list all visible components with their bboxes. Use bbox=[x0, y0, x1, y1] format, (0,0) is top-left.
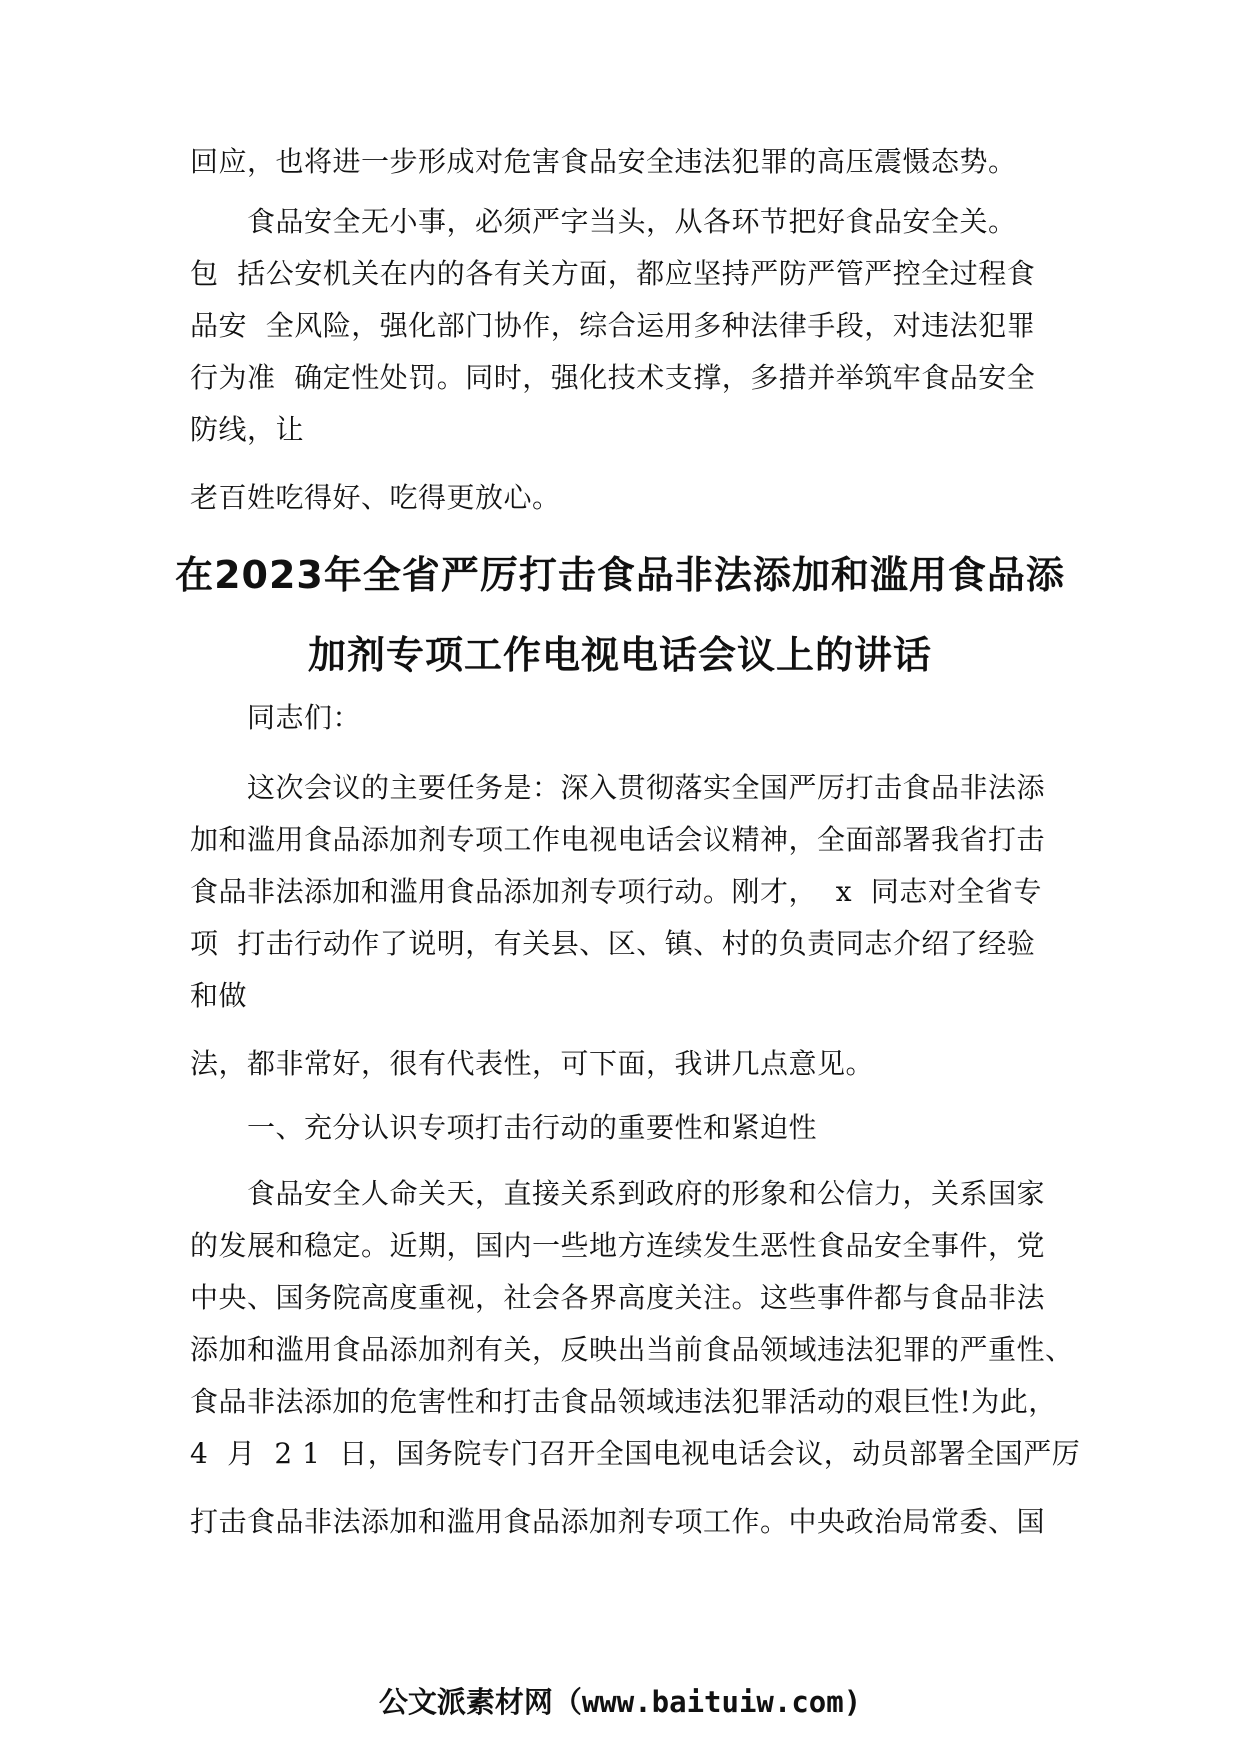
importance-paragraph-line: 中央、国务院高度重视，社会各界高度关注。这些事件都与食品非法 bbox=[190, 1281, 1046, 1314]
importance-paragraph-line: 食品安全人命关天，直接关系到政府的形象和公信力，关系国家 bbox=[247, 1177, 1046, 1210]
importance-paragraph-line: 的发展和稳定。近期，国内一些地方连续发生恶性食品安全事件，党 bbox=[190, 1229, 1046, 1262]
safety-paragraph-line: 品安 全风险，强化部门协作，综合运用多种法律手段，对违法犯罪 bbox=[190, 309, 1036, 342]
footer-watermark: 公文派素材网（www.baituiw.com) bbox=[378, 1685, 862, 1719]
section-one-heading: 一、充分认识专项打击行动的重要性和紧迫性 bbox=[247, 1111, 818, 1144]
tasks-paragraph-line: 加和滥用食品添加剂专项工作电视电话会议精神，全面部署我省打击 bbox=[190, 823, 1046, 856]
speech-title-line2: 加剂专项工作电视电话会议上的讲话 bbox=[307, 633, 932, 677]
safety-paragraph-line: 行为准 确定性处罚。同时，强化技术支撑，多措并举筑牢食品安全 bbox=[190, 361, 1036, 394]
tasks-paragraph-line: 法，都非常好，很有代表性，可下面，我讲几点意见。 bbox=[190, 1047, 875, 1080]
tasks-paragraph-line: 和做 bbox=[190, 979, 248, 1012]
speech-title-line1: 在2023年全省严厉打击食品非法添加和滥用食品添 bbox=[175, 553, 1065, 597]
salutation: 同志们： bbox=[247, 701, 362, 734]
safety-paragraph-line: 食品安全无小事，必须严字当头，从各环节把好食品安全关。 bbox=[247, 205, 1017, 238]
tasks-paragraph-line: 项 打击行动作了说明，有关县、区、镇、村的负责同志介绍了经验 bbox=[190, 927, 1036, 960]
importance-paragraph-line: 添加和滥用食品添加剂有关，反映出当前食品领域违法犯罪的严重性、 bbox=[190, 1333, 1074, 1366]
safety-paragraph-line: 防线，让 bbox=[190, 413, 305, 446]
tasks-paragraph-line: 食品非法添加和滥用食品添加剂专项行动。刚才， x 同志对全省专 bbox=[190, 875, 1042, 908]
continued-paragraph-line: 回应，也将进一步形成对危害食品安全违法犯罪的高压震慑态势。 bbox=[190, 145, 1017, 178]
safety-paragraph-line: 老百姓吃得好、吃得更放心。 bbox=[190, 481, 561, 514]
importance-paragraph-line: 食品非法添加的危害性和打击食品领域违法犯罪活动的艰巨性!为此， bbox=[190, 1385, 1057, 1418]
safety-paragraph-line: 包 括公安机关在内的各有关方面，都应坚持严防严管严控全过程食 bbox=[190, 257, 1036, 290]
tasks-paragraph-line: 这次会议的主要任务是：深入贯彻落实全国严厉打击食品非法添 bbox=[247, 771, 1046, 804]
importance-paragraph-line: 4 月 2 1 日，国务院专门召开全国电视电话会议，动员部署全国严厉 bbox=[190, 1437, 1081, 1470]
importance-paragraph-line: 打击食品非法添加和滥用食品添加剂专项工作。中央政治局常委、国 bbox=[190, 1505, 1046, 1538]
